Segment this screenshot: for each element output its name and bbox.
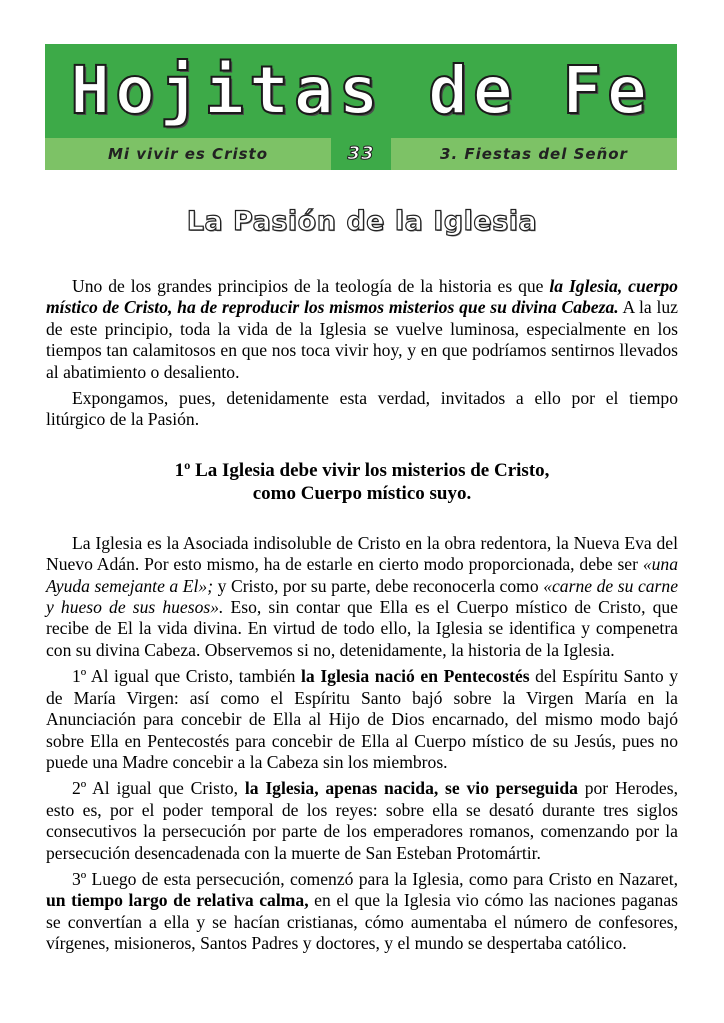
paragraph-6: 3º Luego de esta persecución, comenzó para la Iglesia, como para Cristo en Nazaret, un tiempo largo de relativa calma, en el que la Iglesia vio cómo las naciones paganas se convertían a ella y se hacían cristianas, cómo aumentaba el número de confesores, vírgenes, misioneros, Santos Padres y doctores, y el mundo se despertaba católico.	[46, 868, 678, 954]
paragraph-1: Uno de los grandes principios de la teología de la historia es que la Iglesia, cuerpo místico de Cristo, ha de reproducir los mismos misterios que su divina Cabeza. A la luz de este principio, toda la vida de la Iglesia se vuelve luminosa, especialmente en los tiempos tan calamitosos en que nos toca vivir hoy, y en que podríamos sentirnos llevados al abatimiento o desaliento.	[46, 276, 678, 382]
paragraph-3: La Iglesia es la Asociada indisoluble de Cristo en la obra redentora, la Nueva Eva del Nuevo Adán. Por esto mismo, ha de estarle en cierto modo proporcionada, debe ser «una Ayuda semejante a El»; y Cristo, por su parte, debe reconocerla como «carne de su carne y hueso de sus huesos». Eso, sin contar que Ella es el Cuerpo místico de Cristo, que recibe de El la vida divina. En virtud de todo ello, la Iglesia se identifica y compenetra con su divina Cabeza. Observemos si no, detenidamente, la historia de la Iglesia.	[46, 532, 679, 660]
emphasis: la Iglesia nació en Pentecostés	[301, 666, 530, 687]
paragraph-4: 1º Al igual que Cristo, también la Iglesia nació en Pentecostés del Espíritu Santo y de María Virgen: así como el Espíritu Santo bajó sobre la Virgen María en la Anunciación para concebir de Ella al Hijo de Dios encarnado, del mismo modo bajó sobre Ella en Pentecostés para concebir de Ella al Cuerpo místico de su Jesús, pues no puede una Madre concebir a la Cabeza sin los miembros.	[46, 666, 679, 772]
quote: «carne de su carne y hueso de sus huesos».	[46, 575, 679, 618]
emphasis: un tiempo largo de relativa calma,	[46, 890, 309, 911]
article-body	[46, 276, 678, 960]
quote: «una Ayuda semejante a El»;	[46, 554, 678, 596]
series-label: Mi vivir es Cristo	[45, 138, 331, 170]
section-label: 3. Fiestas del Señor	[391, 138, 677, 170]
emphasis: la Iglesia, cuerpo místico de Cristo, ha de reproducir los mismos misterios que su divina Cabeza.	[46, 276, 678, 318]
article-title: La Pasión de la Iglesia	[186, 206, 538, 237]
section-heading: 1º La Iglesia debe vivir los misterios de Cristo, como Cuerpo místico suyo.	[174, 459, 550, 504]
emphasis: la Iglesia, apenas nacida, se vio perseguida	[244, 778, 578, 799]
paragraph-2: Expongamos, pues, detenidamente esta verdad, invitados a ello por el tiempo litúrgico de la Pasión.	[46, 388, 678, 430]
paragraph-5: 2º Al igual que Cristo, la Iglesia, apenas nacida, se vio perseguida por Herodes, esto es, por el poder temporal de los reyes: sobre ella se desató durante tres siglos consecutivos la persecución por parte de los emperadores romanos, comenzando por la persecución desencadenada con la muerte de San Esteban Protomártir.	[46, 778, 678, 863]
masthead-title: Hojitas de Fe	[70, 52, 652, 129]
header-banner	[45, 44, 677, 170]
issue-number: 33	[331, 138, 391, 170]
header-subbar	[45, 138, 677, 170]
